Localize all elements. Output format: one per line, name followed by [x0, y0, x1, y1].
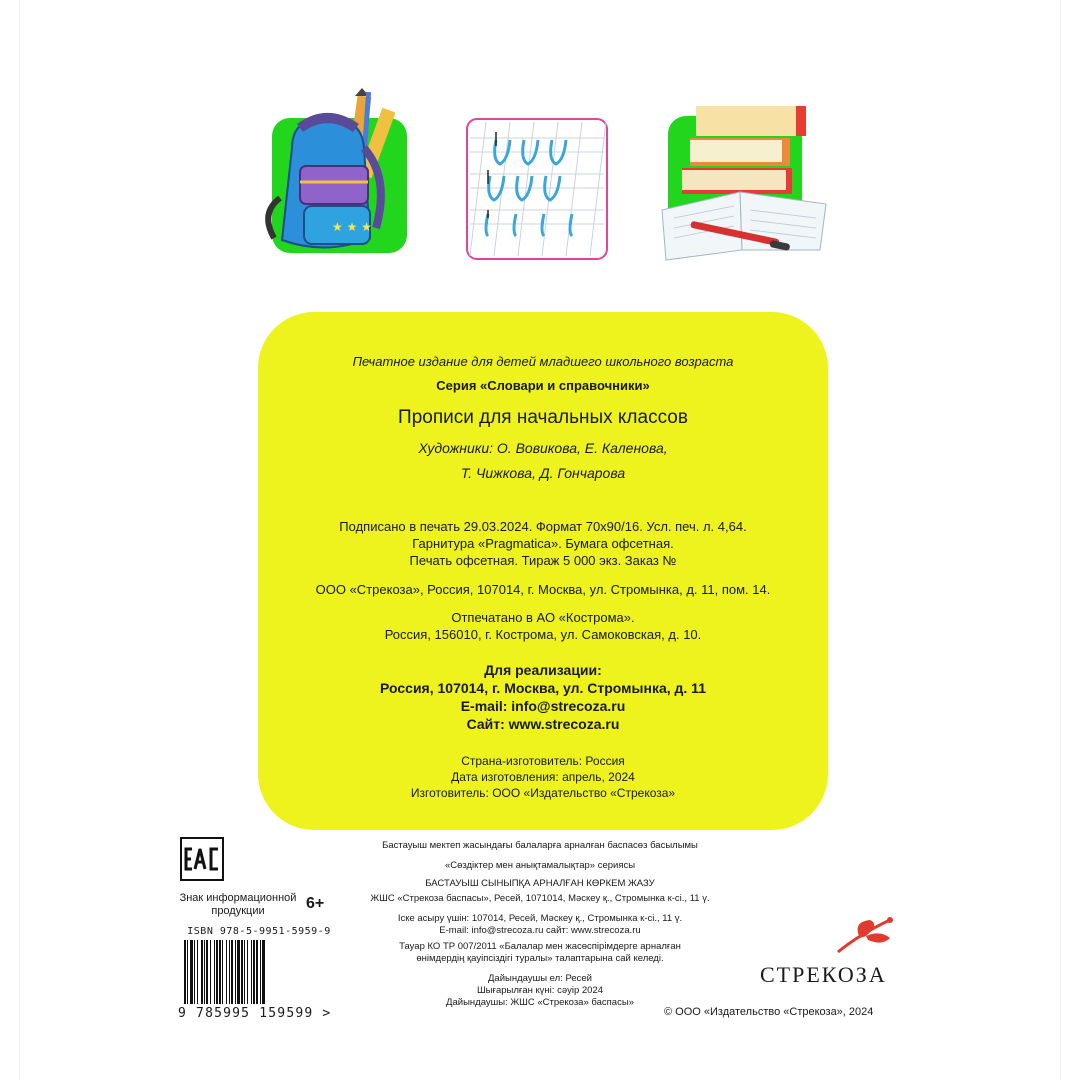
print-details-2: Гарнитура «Pragmatica». Бумага офсетная.: [412, 536, 674, 551]
printer-line-2: Россия, 156010, г. Кострома, ул. Самоковская, д. 10.: [384, 627, 702, 642]
kz-line: өнімдердің қауіпсіздігі туралы» талаптарына сай келеді.: [416, 953, 664, 964]
manufacture-date: Дата изготовления: апрель, 2024: [451, 770, 635, 784]
kz-line: Іске асыру үшін: 107014, Ресей, Мәскеу қ., Стромынка к-сі., 11 ү.: [397, 913, 683, 924]
manufacturer: Изготовитель: ООО «Издательство «Стрекоза»: [410, 786, 676, 800]
kz-line: Тауар КО ТР 007/2011 «Балалар мен жасөспірімдерге арналған: [399, 941, 681, 952]
kz-line: Дайындаушы ел: Ресей: [488, 973, 592, 984]
age-rating-value: 6+: [306, 895, 325, 912]
publisher-address: ООО «Стрекоза», Россия, 107014, г. Москва, ул. Стромынка, д. 11, пом. 14.: [315, 582, 771, 597]
books-illustration: [660, 100, 830, 270]
sales-email: E-mail: info@strecoza.ru: [460, 698, 626, 714]
copybook-illustration: [466, 118, 608, 260]
print-details-1: Подписано в печать 29.03.2024. Формат 70x90/16. Усл. печ. л. 4,64.: [339, 519, 747, 534]
svg-text:★ ★ ★: ★ ★ ★: [332, 220, 372, 234]
barcode-digits: 9 785995 159599 >: [178, 1006, 332, 1021]
backpack-illustration: [252, 88, 412, 263]
printer-line-1: Отпечатано в АО «Кострома».: [451, 610, 635, 625]
kz-line: «Сөздіктер мен анықтамалықтар» сериясы: [444, 860, 636, 871]
kz-line: ЖШС «Стрекоза баспасы», Ресей, 1071014, Мәскеу қ., Стромынка к-сі., 11 ү.: [370, 893, 710, 904]
brand-name: СТРЕКОЗА: [760, 962, 887, 987]
book-title: Прописи для начальных классов: [398, 407, 688, 428]
artists-line-2: Т. Чижкова, Д. Гончарова: [460, 465, 626, 481]
barcode-bars: [184, 940, 334, 1006]
age-rating-label: Знак информационной продукции: [179, 892, 297, 917]
sales-site: Сайт: www.strecoza.ru: [466, 716, 620, 732]
sales-heading: Для реализации:: [484, 662, 602, 678]
kz-line: БАСТАУЫШ СЫНЫПҚА АРНАЛҒАН КӨРКЕМ ЖАЗУ: [425, 878, 655, 889]
age-rating: [178, 890, 340, 922]
series-name: Серия «Словари и справочники»: [436, 378, 650, 393]
isbn-number: ISBN 978-5-9951-5959-9: [187, 926, 331, 937]
sales-address: Россия, 107014, г. Москва, ул. Стромынка, д. 11: [380, 680, 706, 696]
kz-line: Бастауыш мектеп жасындағы балаларға арналған баспасөз басылымы: [382, 840, 698, 851]
copyright-notice: © ООО «Издательство «Стрекоза», 2024: [664, 1006, 874, 1018]
eac-mark-icon: [180, 837, 224, 881]
imprint-panel: [258, 312, 828, 830]
audience-note: Печатное издание для детей младшего школьного возраста: [352, 354, 734, 369]
artists-line-1: Художники: О. Вовикова, Е. Каленова,: [418, 440, 668, 456]
print-details-3: Печать офсетная. Тираж 5 000 экз. Заказ №: [409, 553, 677, 568]
dragonfly-icon: [830, 912, 900, 962]
kz-line: Дайындаушы: ЖШС «Стрекоза» баспасы»: [446, 997, 634, 1008]
barcode: [178, 926, 340, 1026]
brand-logo: [760, 912, 910, 992]
kz-line: E-mail: info@strecoza.ru сайт: www.strecoza.ru: [439, 925, 641, 936]
country-of-origin: Страна-изготовитель: Россия: [461, 754, 625, 768]
kz-line: Шығарылған күні: сәуір 2024: [476, 985, 604, 996]
